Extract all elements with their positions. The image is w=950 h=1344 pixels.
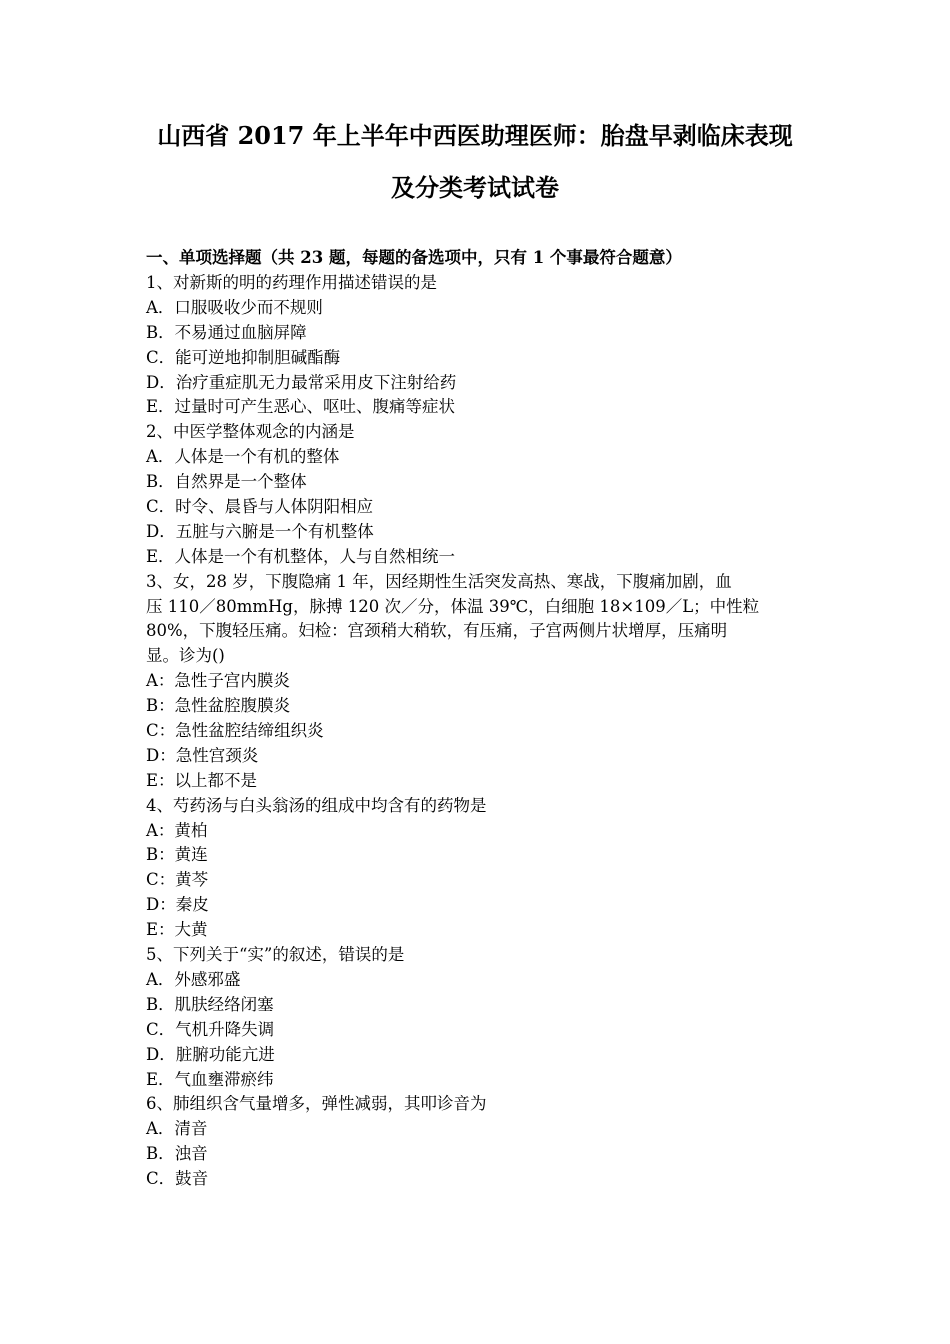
- question-stem-line: 显。诊为(): [146, 646, 225, 666]
- question-stem-line: 80%，下腹轻压痛。妇检：宫颈稍大稍软，有压痛，子宫两侧片状增厚，压痛明: [146, 621, 728, 641]
- section-heading: 一、单项选择题（共 23 题，每题的备选项中，只有 1 个事最符合题意）: [146, 248, 682, 267]
- option: E．过量时可产生恶心、呕吐、腹痛等症状: [146, 397, 456, 417]
- option: C．气机升降失调: [146, 1019, 275, 1039]
- option: E．气血壅滞瘀纬: [146, 1069, 274, 1089]
- option: B：黄连: [146, 845, 208, 865]
- option: E：大黄: [146, 920, 208, 940]
- option: E．人体是一个有机整体，人与自然相统一: [146, 546, 456, 566]
- option: A．口服吸收少而不规则: [146, 297, 323, 317]
- option: A．外感邪盛: [146, 969, 241, 989]
- option: C：急性盆腔结缔组织炎: [146, 721, 324, 741]
- option: D：秦皮: [146, 895, 209, 915]
- option: D．脏腑功能亢进: [146, 1044, 275, 1064]
- option: C．时令、晨昏与人体阴阳相应: [146, 497, 374, 517]
- document-title-line-1: 山西省 2017 年上半年中西医助理医师：胎盘早剥临床表现: [157, 121, 793, 150]
- option: E：以上都不是: [146, 770, 258, 790]
- option: D：急性宫颈炎: [146, 745, 259, 765]
- option: B．不易通过血脑屏障: [146, 322, 307, 342]
- option: B：急性盆腔腹膜炎: [146, 696, 291, 716]
- option: C：黄芩: [146, 870, 209, 890]
- option: A．清音: [146, 1119, 208, 1139]
- question-stem: 1、对新斯的明的药理作用描述错误的是: [146, 273, 437, 292]
- option: C．能可逆地抑制胆碱酯酶: [146, 347, 341, 367]
- option: A：黄柏: [146, 820, 208, 840]
- question-stem: 4、芍药汤与白头翁汤的组成中均含有的药物是: [146, 795, 487, 815]
- option: C．鼓音: [146, 1169, 209, 1189]
- option: B．自然界是一个整体: [146, 472, 307, 492]
- option: A．人体是一个有机的整体: [146, 447, 340, 467]
- option: B．肌肤经络闭塞: [146, 994, 274, 1014]
- question-stem-line: 压 110／80mmHg，脉搏 120 次／分，体温 39℃，白细胞 18×109／L；中性粒: [146, 596, 760, 616]
- question-stem-line: 3、女，28 岁，下腹隐痛 1 年，因经期性生活突发高热、寒战，下腹痛加剧，血: [146, 571, 732, 591]
- option: D．五脏与六腑是一个有机整体: [146, 521, 374, 541]
- option: A：急性子宫内膜炎: [146, 671, 290, 691]
- question-stem: 6、肺组织含气量增多，弹性减弱，其叩诊音为: [146, 1094, 487, 1114]
- option: D．治疗重症肌无力最常采用皮下注射给药: [146, 372, 457, 392]
- option: B．浊音: [146, 1144, 208, 1164]
- question-stem: 5、下列关于“实”的叙述，错误的是: [146, 945, 405, 965]
- document-title-line-2: 及分类考试试卷: [391, 173, 559, 202]
- question-stem: 2、中医学整体观念的内涵是: [146, 422, 355, 442]
- question-list: [146, 271, 818, 1192]
